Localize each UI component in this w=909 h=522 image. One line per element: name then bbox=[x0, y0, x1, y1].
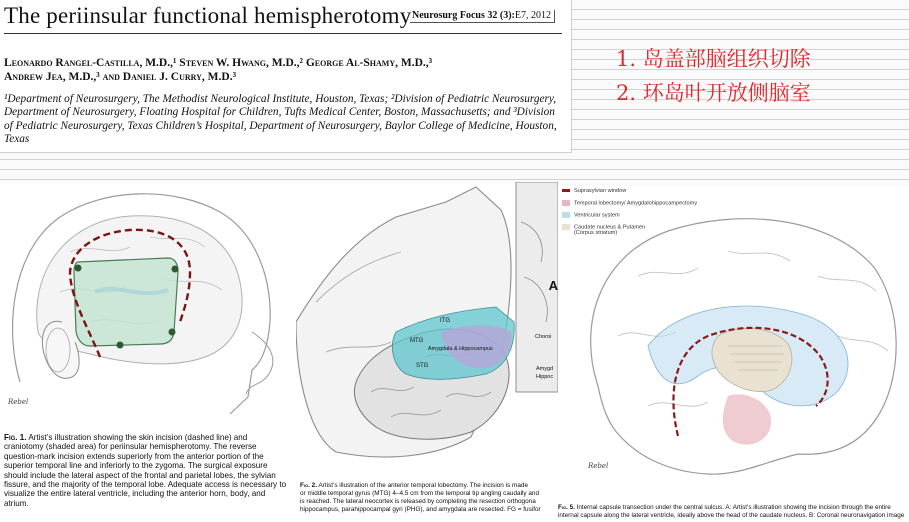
fig2-caption-label: Fig. 2. bbox=[300, 482, 318, 489]
fig5-caption-line-2: internal capsule along the lateral ventricle, ideally above the head of the caudate nucleus. B: Coronal neuronavigation image bbox=[558, 512, 905, 519]
fig1-caption bbox=[4, 433, 288, 508]
paper-title: The periinsular functional hemispherotomy bbox=[4, 3, 412, 28]
legend-swatch bbox=[562, 189, 570, 192]
figure-5 bbox=[558, 186, 909, 522]
fig5-legend bbox=[562, 188, 697, 236]
fig2-illustration bbox=[296, 182, 558, 482]
annotation-notes bbox=[616, 42, 811, 110]
burr-hole bbox=[172, 266, 179, 273]
fig2-caption bbox=[300, 482, 558, 514]
fig5-signature: Rebel bbox=[588, 462, 609, 470]
label-choroid: Choroi bbox=[535, 334, 552, 340]
fig1-illustration bbox=[0, 182, 296, 432]
legend-item bbox=[562, 188, 697, 200]
authors-line-2: Andrew Jea, M.D.,³ and Daniel J. Curry, M.D.³ bbox=[4, 71, 237, 83]
burr-hole bbox=[117, 342, 124, 349]
figure-2 bbox=[296, 182, 558, 522]
panel-label-a: A bbox=[548, 278, 558, 293]
fig1-caption-text: Artist’s illustration showing the skin incision (dashed line) and craniotomy (shaded area) for periinsular hemispherotomy. The reverse question-mark incision extends superiorly from the anterior portion of the superior temporal line and inferiorly to the zygoma. The surgical exposure should include the lateral aspect of the frontal and parietal lobes, the sylvian fissure, and the majority of the temporal lobe. Adequate access is necessary to visualize the entire lateral ventricle, including the anterior horn, body, and atrium. bbox=[4, 433, 287, 508]
fig5-caption-line-1: Internal capsule transection under the central sulcus. A: Artist’s illustration showing the incision through the entire bbox=[576, 504, 891, 511]
figure-1 bbox=[0, 182, 296, 522]
legend-label: Ventricular system bbox=[574, 212, 620, 219]
fig5-caption-label: Fig. 5. bbox=[558, 504, 575, 511]
note-line-2: 2. 环岛叶开放侧脑室 bbox=[616, 81, 811, 105]
label-amygdala-hippocampus: Amygdala & Hippocampus bbox=[428, 346, 493, 352]
authors-line-1: Leonardo Rangel-Castilla, M.D.,¹ Steven W. Hwang, M.D.,² George Al-Shamy, M.D.,³ bbox=[4, 57, 433, 69]
legend-item bbox=[562, 212, 697, 224]
title-rule bbox=[4, 33, 562, 34]
journal-reference bbox=[410, 10, 555, 23]
author-list bbox=[4, 56, 569, 84]
fig2-caption-line-4: hippocampus, parahippocampal gyri (PHG), and amygdala are resected. FG = fusifor bbox=[300, 506, 541, 514]
label-amygdala-inset: Amygd bbox=[536, 366, 554, 372]
fig1-caption-label: Fig. 1. bbox=[4, 433, 27, 442]
legend-swatch bbox=[562, 212, 570, 218]
legend-label: Caudate nucleus & Putamen bbox=[574, 224, 646, 231]
fig1-signature: Rebel bbox=[8, 398, 29, 406]
legend-item bbox=[562, 200, 697, 212]
burr-hole bbox=[169, 329, 176, 336]
burr-hole bbox=[75, 265, 82, 272]
paper-header bbox=[0, 0, 572, 153]
fig2-caption-line-2: or middle temporal gyrus (MTG) 4–4.5 cm from the temporal tip angling caudally and bbox=[300, 490, 540, 498]
legend-swatch bbox=[562, 200, 570, 206]
fig5-caption bbox=[558, 504, 909, 520]
label-stg: STG bbox=[416, 363, 429, 369]
fig2-caption-line-3: is reached. The lateral neocortex is released by completing the resection orthogona bbox=[300, 498, 536, 506]
legend-swatch bbox=[562, 224, 570, 230]
legend-item bbox=[562, 224, 697, 236]
label-itg: ITG bbox=[440, 318, 450, 324]
journal-name: Neurosurg Focus 32 (3): bbox=[412, 10, 515, 21]
affiliations: ¹Department of Neurosurgery, The Methodist Neurological Institute, Houston, Texas; ²Division of Pediatric Neurosurgery, Department of Neurosurgery, Floating Hospital for Children, Tufts Medical Center, Boston, Massachusetts; and ³Division of Pediatric Neurosurgery, Texas Children’s Hospital, Department of Neurosurgery, Baylor College of Medicine, Houston, Texas bbox=[4, 93, 557, 146]
label-hippocampus-inset: Hippoc bbox=[536, 374, 554, 380]
label-mtg: MTG bbox=[410, 338, 424, 344]
legend-sublabel: (Corpus striatum) bbox=[574, 230, 618, 237]
journal-citation: E7, 2012 bbox=[514, 10, 551, 21]
legend-label: Suprasylvian window bbox=[574, 188, 627, 194]
note-line-1: 1. 岛盖部脑组织切除 bbox=[616, 47, 811, 71]
fig2-caption-line-1: Artist’s illustration of the anterior temporal lobectomy. The incision is made bbox=[318, 482, 529, 489]
legend-label: Temporal lobectomy/ Amygdalohippocampectomy bbox=[574, 200, 698, 207]
